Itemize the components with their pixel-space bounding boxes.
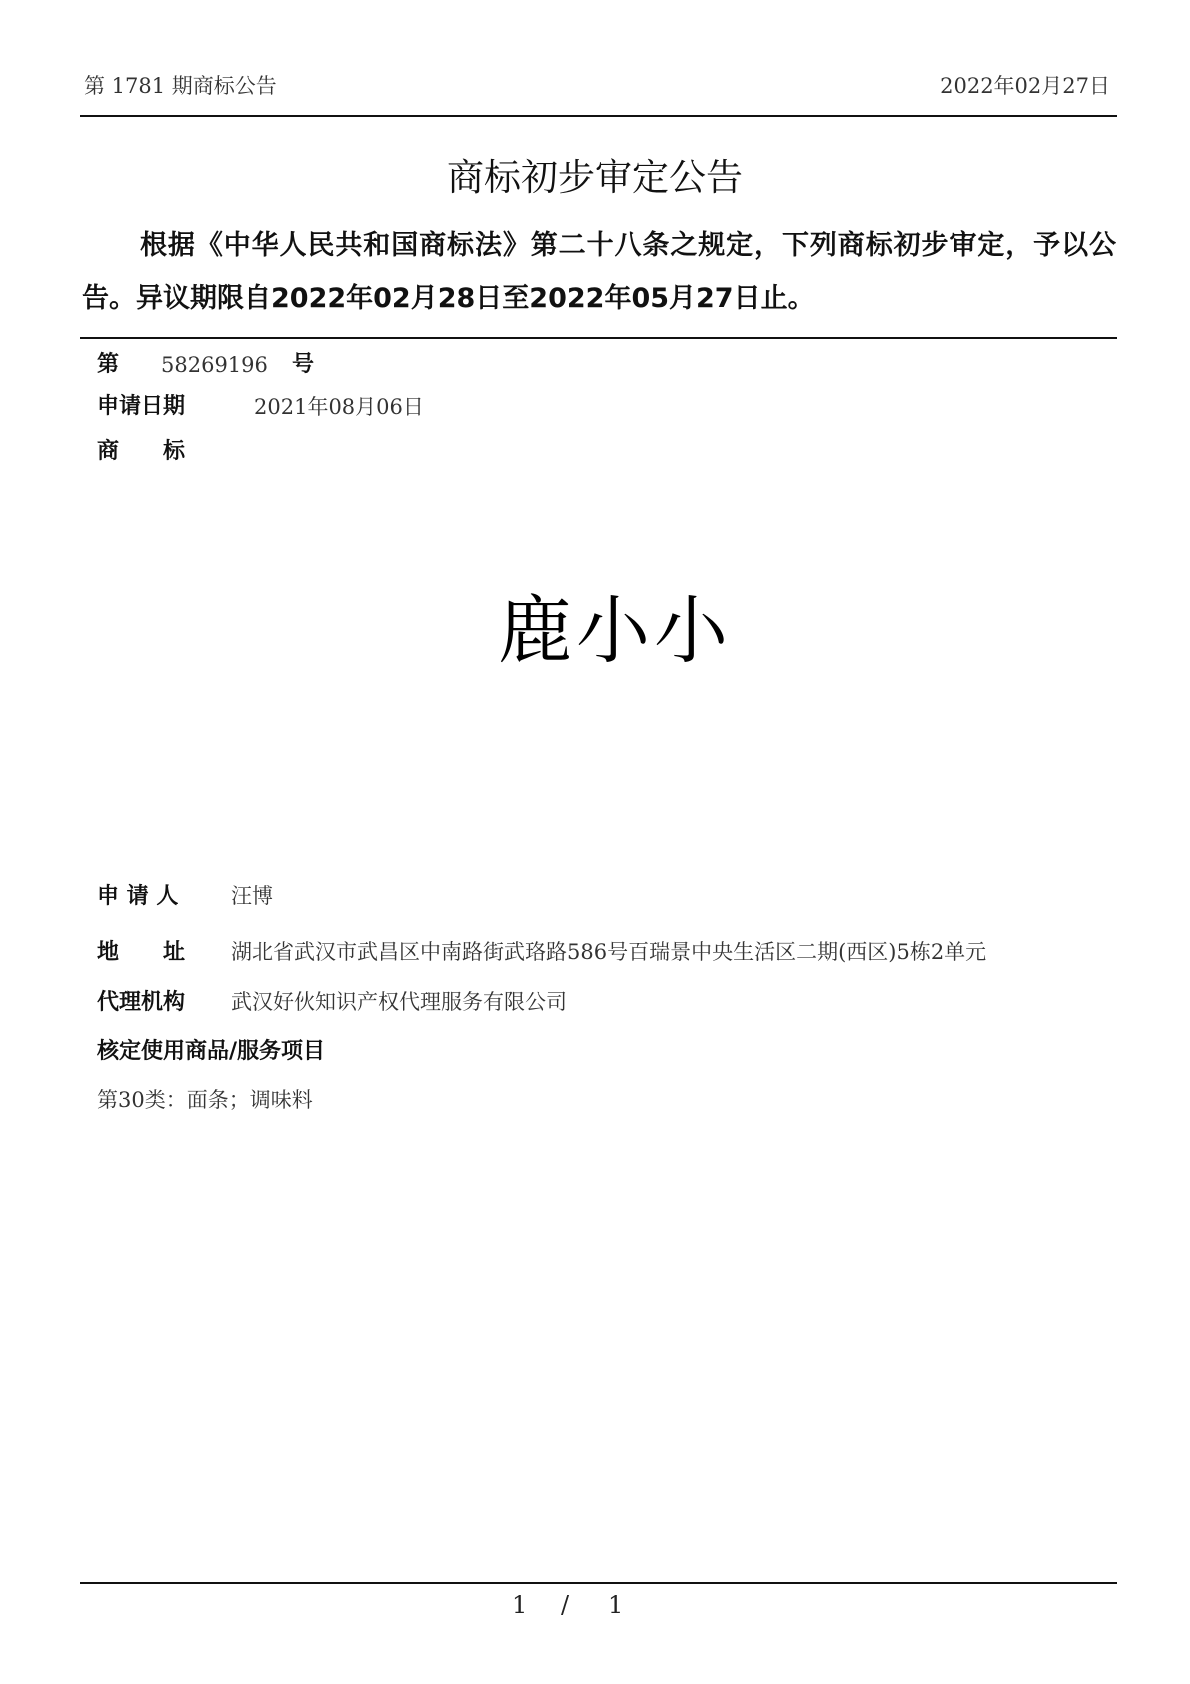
address-label: 地 址 (97, 940, 186, 965)
page-title: 商标初步审定公告 (447, 156, 743, 199)
address-value: 湖北省武汉市武昌区中南路街武珞路586号百瑞景中央生活区二期(西区)5栋2单元 (231, 940, 987, 964)
page-separator: / (561, 1591, 570, 1619)
intro-paragraph: 根据《中华人民共和国商标法》第二十八条之规定，下列商标初步审定，予以公告。异议期限自2022年02月28日至2022年05月27日止。 (82, 230, 1116, 314)
apply-date-value: 2021年08月06日 (254, 395, 424, 419)
header-divider (80, 115, 1117, 117)
goods-value: 第30类：面条；调味料 (97, 1088, 313, 1112)
page-current: 1 (512, 1591, 528, 1619)
mark-label: 商 标 (97, 439, 186, 464)
goods-label: 核定使用商品/服务项目 (97, 1039, 326, 1064)
issue-number: 第 1781 期商标公告 (84, 74, 277, 98)
agency-label: 代理机构 (97, 990, 186, 1015)
trademark-mark: 鹿小小 (498, 588, 732, 674)
issue-date: 2022年02月27日 (940, 74, 1110, 98)
intro-divider (80, 337, 1117, 339)
reg-prefix: 第 (97, 352, 120, 377)
page-total: 1 (608, 1591, 624, 1619)
apply-date-label: 申请日期 (97, 394, 186, 419)
reg-number: 58269196 (161, 353, 268, 377)
footer-divider (80, 1582, 1117, 1584)
applicant-label: 申 请 人 (97, 884, 179, 909)
agency-value: 武汉好伙知识产权代理服务有限公司 (231, 990, 567, 1014)
applicant-value: 汪博 (231, 884, 273, 908)
reg-suffix: 号 (292, 352, 315, 377)
